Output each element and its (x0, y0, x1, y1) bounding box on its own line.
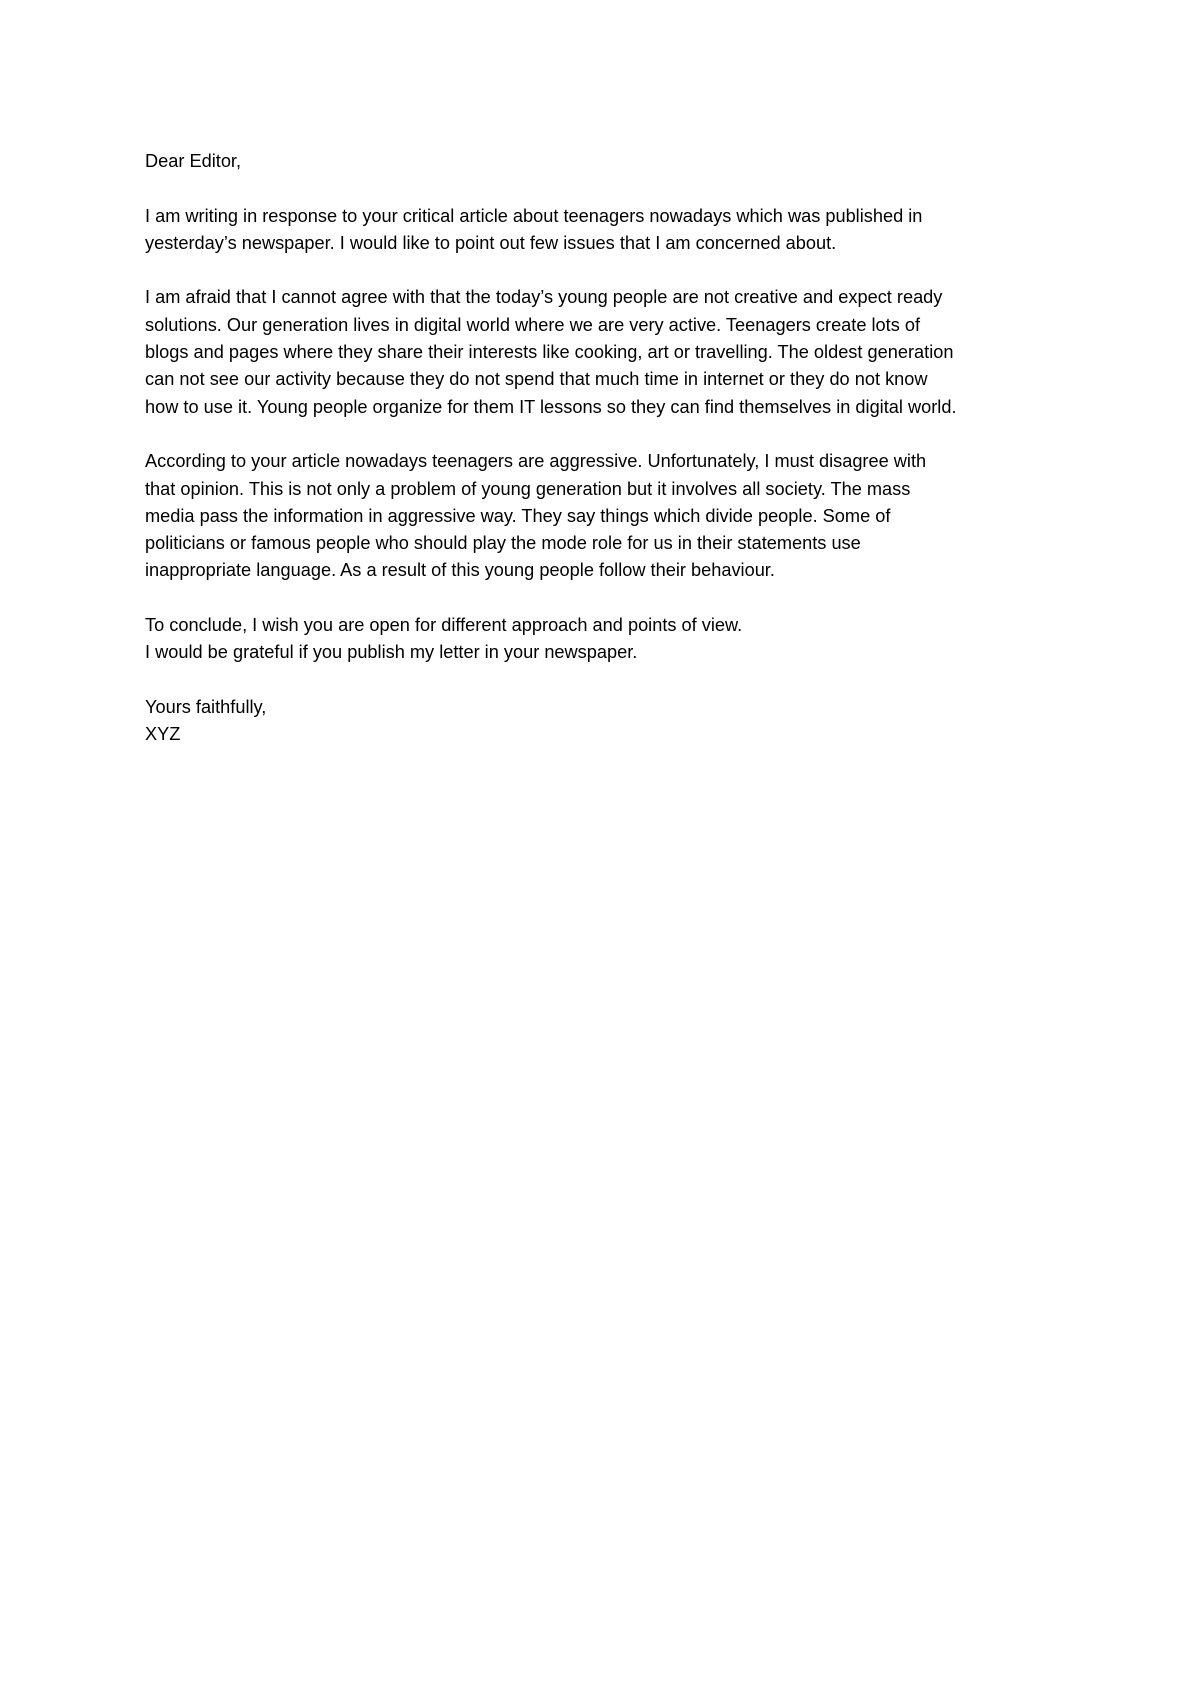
paragraph-line: inappropriate language. As a result of this young people follow their behaviour. (145, 560, 775, 581)
paragraph-intro (145, 203, 1075, 258)
paragraph-line: that opinion. This is not only a problem of young generation but it involves all society. The mass (145, 478, 911, 499)
paragraph-line: I am writing in response to your critical article about teenagers nowadays which was published in (145, 205, 923, 226)
paragraph-line: yesterday’s newspaper. I would like to point out few issues that I am concerned about. (145, 232, 837, 253)
salutation (145, 148, 1075, 175)
signature-text: XYZ (145, 724, 181, 745)
paragraph-line: I am afraid that I cannot agree with that the today’s young people are not creative and expect ready (145, 287, 943, 308)
paragraph-line: how to use it. Young people organize for them IT lessons so they can find themselves in digital world. (145, 396, 957, 417)
paragraph-aggression (145, 448, 1075, 584)
paragraph-line: blogs and pages where they share their interests like cooking, art or travelling. The oldest generation (145, 342, 954, 363)
paragraph-line: solutions. Our generation lives in digital world where we are very active. Teenagers create lots of (145, 314, 921, 335)
paragraph-conclusion (145, 612, 1075, 667)
salutation-text: Dear Editor, (145, 151, 242, 171)
paragraph-line: media pass the information in aggressive way. They say things which divide people. Some of (145, 505, 891, 526)
paragraph-line: To conclude, I wish you are open for different approach and points of view. (145, 615, 743, 636)
closing-text: Yours faithfully, (145, 696, 267, 717)
paragraph-creativity (145, 284, 1075, 420)
sign-off (145, 694, 1075, 749)
paragraph-line: I would be grateful if you publish my letter in your newspaper. (145, 642, 638, 663)
letter-body (145, 148, 1075, 749)
paragraph-line: politicians or famous people who should play the mode role for us in their statements use (145, 533, 861, 554)
paragraph-line: can not see our activity because they do not spend that much time in internet or they do not know (145, 369, 928, 390)
paragraph-line: According to your article nowadays teenagers are aggressive. Unfortunately, I must disagree with (145, 451, 927, 472)
